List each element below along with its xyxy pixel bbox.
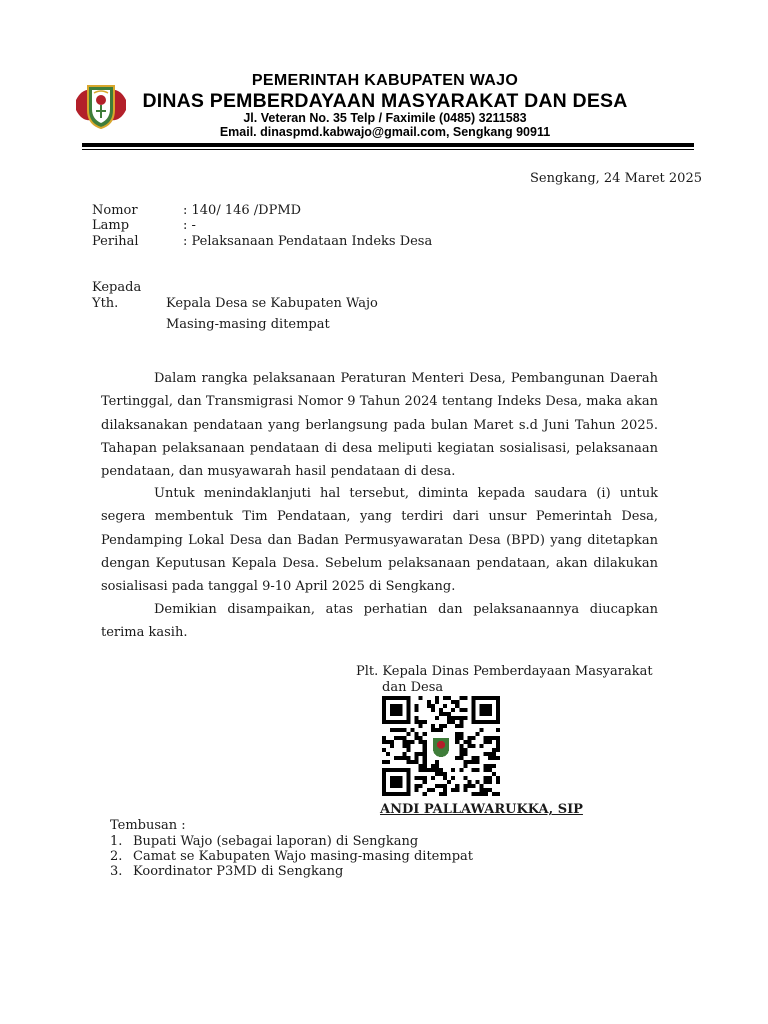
regency-crest-icon [74,80,128,130]
qr-code-signature-icon [382,696,500,796]
letterhead-divider-thin [82,149,694,150]
recipient-yth: Yth. [92,296,119,311]
signer-name: ANDI PALLAWARUKKA, SIP [380,802,583,817]
meta-key-lamp: Lamp [92,218,130,233]
tembusan-heading: Tembusan : [110,818,186,833]
letterhead-email: Email. dinaspmd.kabwajo@gmail.com, Sengkang 90911 [219,125,551,139]
letterhead-divider-thick [82,143,694,147]
body-paragraph-2-text: Untuk menindaklanjuti hal tersebut, diminta kepada saudara (i) untuk segera membentuk Tim Pendataan, yang terdiri dari unsur Pemerintah Desa, Pendamping Lokal Desa dan Badan Permusyawaratan Desa (BPD) yang ditetapkan dengan Keputusan Kepala Desa. Sebelum pelaksanaan pendataan, akan dilakukan sosialisasi pada tanggal 9-10 April 2025 di Sengkang. [101,486,658,595]
signature-title-line1: Plt. Kepala Dinas Pemberdayaan Masyarakat [356,664,653,679]
tembusan-item-text: Bupati Wajo (sebagai laporan) di Sengkang [133,834,419,849]
recipient-line2: Masing-masing ditempat [166,317,330,332]
letterhead-address: Jl. Veteran No. 35 Telp / Faximile (0485) 3211583 [243,111,527,125]
body-paragraph-1 [101,367,658,483]
meta-key-perihal: Perihal [92,234,139,249]
meta-key-nomor: Nomor [92,203,138,218]
body-paragraph-3-text: Demikian disampaikan, atas perhatian dan pelaksanaannya diucapkan terima kasih. [101,602,658,641]
letter-date: Sengkang, 24 Maret 2025 [530,171,702,186]
tembusan-item-number: 3. [110,864,123,879]
signature-title-line2: dan Desa [382,680,444,695]
meta-value-nomor: : 140/ 146 /DPMD [183,203,302,218]
body-paragraph-2 [101,482,658,598]
body-paragraph-1-text: Dalam rangka pelaksanaan Peraturan Menteri Desa, Pembangunan Daerah Tertinggal, dan Transmigrasi Nomor 9 Tahun 2024 tentang Indeks Desa, maka akan dilaksanakan pendataan yang berlangsung pada bulan Maret s.d Juni Tahun 2025. Tahapan pelaksanaan pendataan di desa meliputi kegiatan sosialisasi, pelaksanaan pendataan, dan musyawarah hasil pendataan di desa. [101,371,658,480]
recipient-kepada: Kepada [92,280,142,295]
tembusan-item-text: Camat se Kabupaten Wajo masing-masing ditempat [133,849,473,864]
tembusan-item-number: 2. [110,849,123,864]
meta-value-lamp: : - [183,218,196,233]
tembusan-item-text: Koordinator P3MD di Sengkang [133,864,344,879]
letterhead-agency: DINAS PEMBERDAYAAN MASYARAKAT DAN DESA [142,90,628,112]
meta-value-perihal: : Pelaksanaan Pendataan Indeks Desa [183,234,433,249]
tembusan-item-number: 1. [110,834,123,849]
letterhead-government: PEMERINTAH KABUPATEN WAJO [251,72,519,89]
body-paragraph-3 [101,598,658,645]
recipient-line1: Kepala Desa se Kabupaten Wajo [166,296,378,311]
